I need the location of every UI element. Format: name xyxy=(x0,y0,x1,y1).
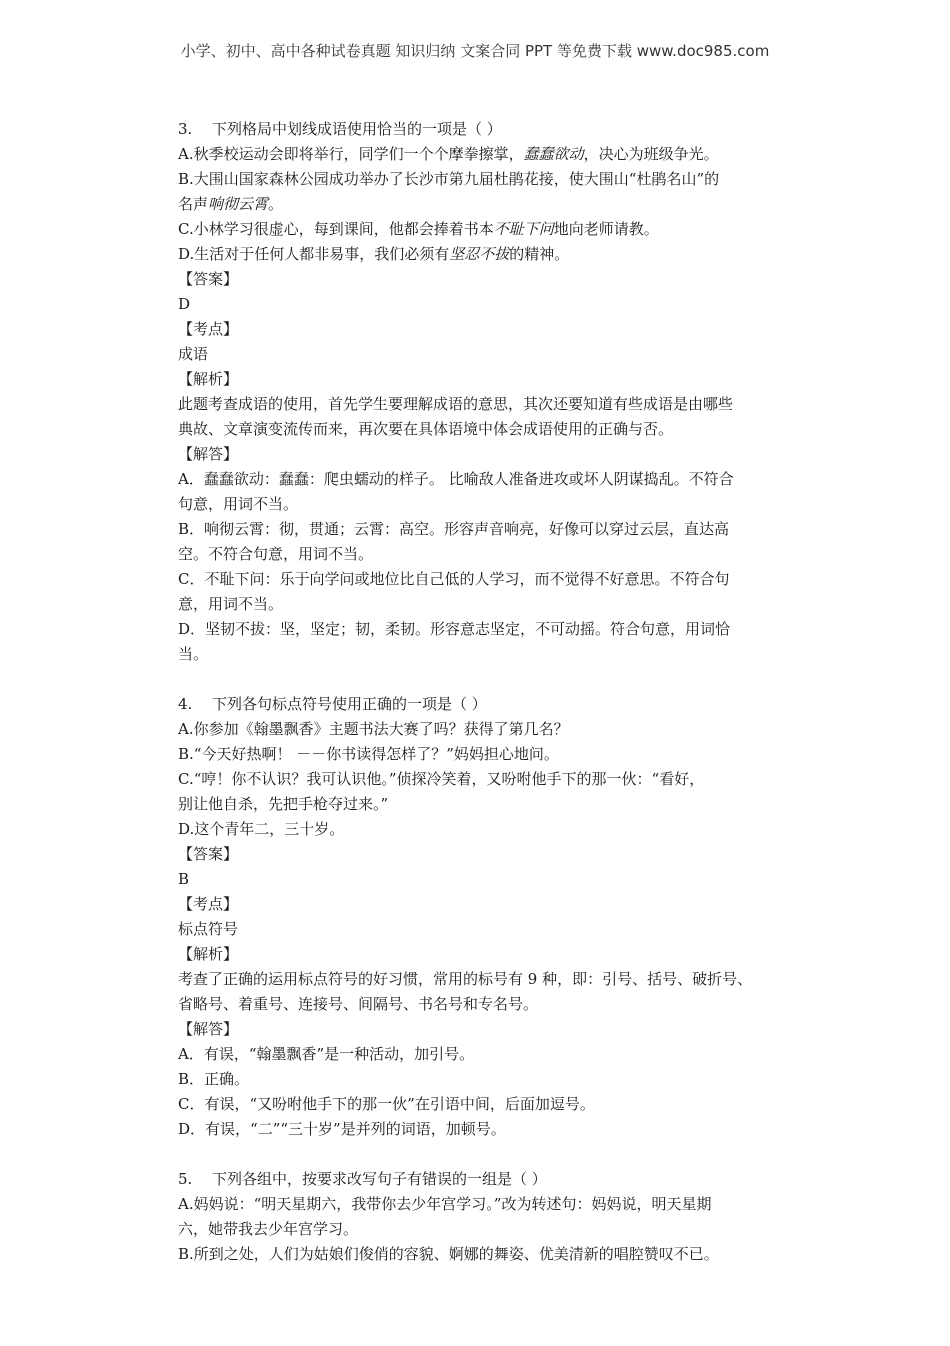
question-5-option-b: B.所到之处，人们为姑娘们俊俏的容貌、婀娜的舞姿、优美清新的唱腔赞叹不已。 xyxy=(178,1245,719,1263)
question-3-stem xyxy=(178,117,818,142)
page-header: 小学、初中、高中各种试卷真题 知识归纳 文案合同 PPT 等免费下载 www.doc985.com xyxy=(180,42,770,60)
question-3-solution-a-line1: A．蠢蠢欲动：蠢蠢：爬虫蠕动的样子。 比喻敌人准备进攻或坏人阴谋捣乱。不符合 xyxy=(178,470,734,488)
question-5-stem xyxy=(178,1167,818,1192)
question-4-point: 标点符号 xyxy=(178,920,239,938)
option-text: A.秋季校运动会即将举行，同学们一个个摩拳擦掌， xyxy=(178,145,524,163)
section-gap xyxy=(178,1142,818,1167)
question-4-solution-a: A．有误，“翰墨飘香”是一种活动，加引号。 xyxy=(178,1045,475,1063)
underlined-idiom: 坚忍不拔 xyxy=(449,245,510,263)
option-text: 地向老师请教。 xyxy=(553,220,659,238)
question-3-solution-b-line2: 空。不符合句意，用词不当。 xyxy=(178,545,374,563)
analysis-label: 【解析】 xyxy=(178,370,239,388)
answer-label: 【答案】 xyxy=(178,845,239,863)
question-5-option-a-line2: 六，她带我去少年宫学习。 xyxy=(178,1220,359,1238)
option-text: C.小林学习很虚心，每到课间，他都会捧着书本 xyxy=(178,220,494,238)
underlined-idiom: 不耻下问 xyxy=(493,220,554,238)
question-3-solution-d-line1: D．坚韧不拔：坚，坚定；韧，柔韧。形容意志坚定，不可动摇。符合句意，用词恰 xyxy=(178,620,731,638)
question-4-answer: B xyxy=(178,870,190,888)
point-label: 【考点】 xyxy=(178,320,239,338)
question-3-analysis-line2: 典故、文章演变流传而来，再次要在具体语境中体会成语使用的正确与否。 xyxy=(178,420,674,438)
option-text: 名声 xyxy=(178,195,209,213)
question-3-solution-b-line1: B．响彻云霄：彻，贯通；云霄：高空。形容声音响亮，好像可以穿过云层，直达高 xyxy=(178,520,730,538)
question-4-option-c-line2: 别让他自杀，先把手枪夺过来。” xyxy=(178,795,389,813)
question-3-solution-c-line1: C．不耻下问：乐于向学问或地位比自己低的人学习，而不觉得不好意思。不符合句 xyxy=(178,570,730,588)
question-number: 4. xyxy=(178,695,193,713)
question-number: 5. xyxy=(178,1170,193,1188)
question-3-analysis-line1: 此题考查成语的使用，首先学生要理解成语的意思，其次还要知道有些成语是由哪些 xyxy=(178,395,734,413)
question-4-solution-b: B．正确。 xyxy=(178,1070,250,1088)
question-4-solution-d: D．有误，“二”“三十岁”是并列的词语，加顿号。 xyxy=(178,1120,506,1138)
point-label: 【考点】 xyxy=(178,895,239,913)
question-4-stem xyxy=(178,692,818,717)
question-3-option-b-line1: B.大围山国家森林公园成功举办了长沙市第九届杜鹃花接，使大围山“杜鹃名山”的 xyxy=(178,170,720,188)
question-4-analysis-line1: 考查了正确的运用标点符号的好习惯，常用的标号有 9 种，即：引号、括号、破折号、 xyxy=(178,970,753,988)
question-3-solution-c-line2: 意，用词不当。 xyxy=(178,595,284,613)
question-4-option-d: D.这个青年二，三十岁。 xyxy=(178,820,345,838)
underlined-idiom: 蠢蠢欲动 xyxy=(523,145,584,163)
question-5-option-a-line1: A.妈妈说：“明天星期六，我带你去少年宫学习。”改为转述句：妈妈说，明天星期 xyxy=(178,1195,712,1213)
question-text: 下列格局中划线成语使用恰当的一项是（ ） xyxy=(212,120,502,138)
question-4-option-c-line1: C.“哼！你不认识？我可认识他。”侦探冷笑着，又吩咐他手下的那一伙：“看好， xyxy=(178,770,705,788)
underlined-idiom: 响彻云霄 xyxy=(208,195,269,213)
question-3-point: 成语 xyxy=(178,345,209,363)
option-text: 。 xyxy=(268,195,284,213)
solution-label: 【解答】 xyxy=(178,1020,239,1038)
question-3-solution-d-line2: 当。 xyxy=(178,645,209,663)
question-3-option-b-line2 xyxy=(178,192,818,217)
option-text: ，决心为班级争光。 xyxy=(583,145,719,163)
question-3-option-c xyxy=(178,217,818,242)
question-text: 下列各句标点符号使用正确的一项是（ ） xyxy=(212,695,487,713)
question-3-option-a xyxy=(178,142,818,167)
option-text: D.生活对于任何人都非易事，我们必须有 xyxy=(178,245,450,263)
question-4-solution-c: C．有误，“又吩咐他手下的那一伙”在引语中间，后面加逗号。 xyxy=(178,1095,595,1113)
option-text: 的精神。 xyxy=(509,245,570,263)
question-text: 下列各组中，按要求改写句子有错误的一组是（ ） xyxy=(212,1170,547,1188)
question-3-solution-a-line2: 句意，用词不当。 xyxy=(178,495,299,513)
analysis-label: 【解析】 xyxy=(178,945,239,963)
question-4-option-a: A.你参加《翰墨飘香》主题书法大赛了吗？获得了第几名？ xyxy=(178,720,569,738)
question-3-option-d xyxy=(178,242,818,267)
answer-label: 【答案】 xyxy=(178,270,239,288)
solution-label: 【解答】 xyxy=(178,445,239,463)
question-4-option-b: B.“今天好热啊！ －－你书读得怎样了？”妈妈担心地问。 xyxy=(178,745,559,763)
question-number: 3. xyxy=(178,120,193,138)
section-gap xyxy=(178,667,818,692)
question-4-analysis-line2: 省略号、着重号、连接号、间隔号、书名号和专名号。 xyxy=(178,995,539,1013)
question-3-answer: D xyxy=(178,295,191,313)
document-body xyxy=(178,117,818,1267)
